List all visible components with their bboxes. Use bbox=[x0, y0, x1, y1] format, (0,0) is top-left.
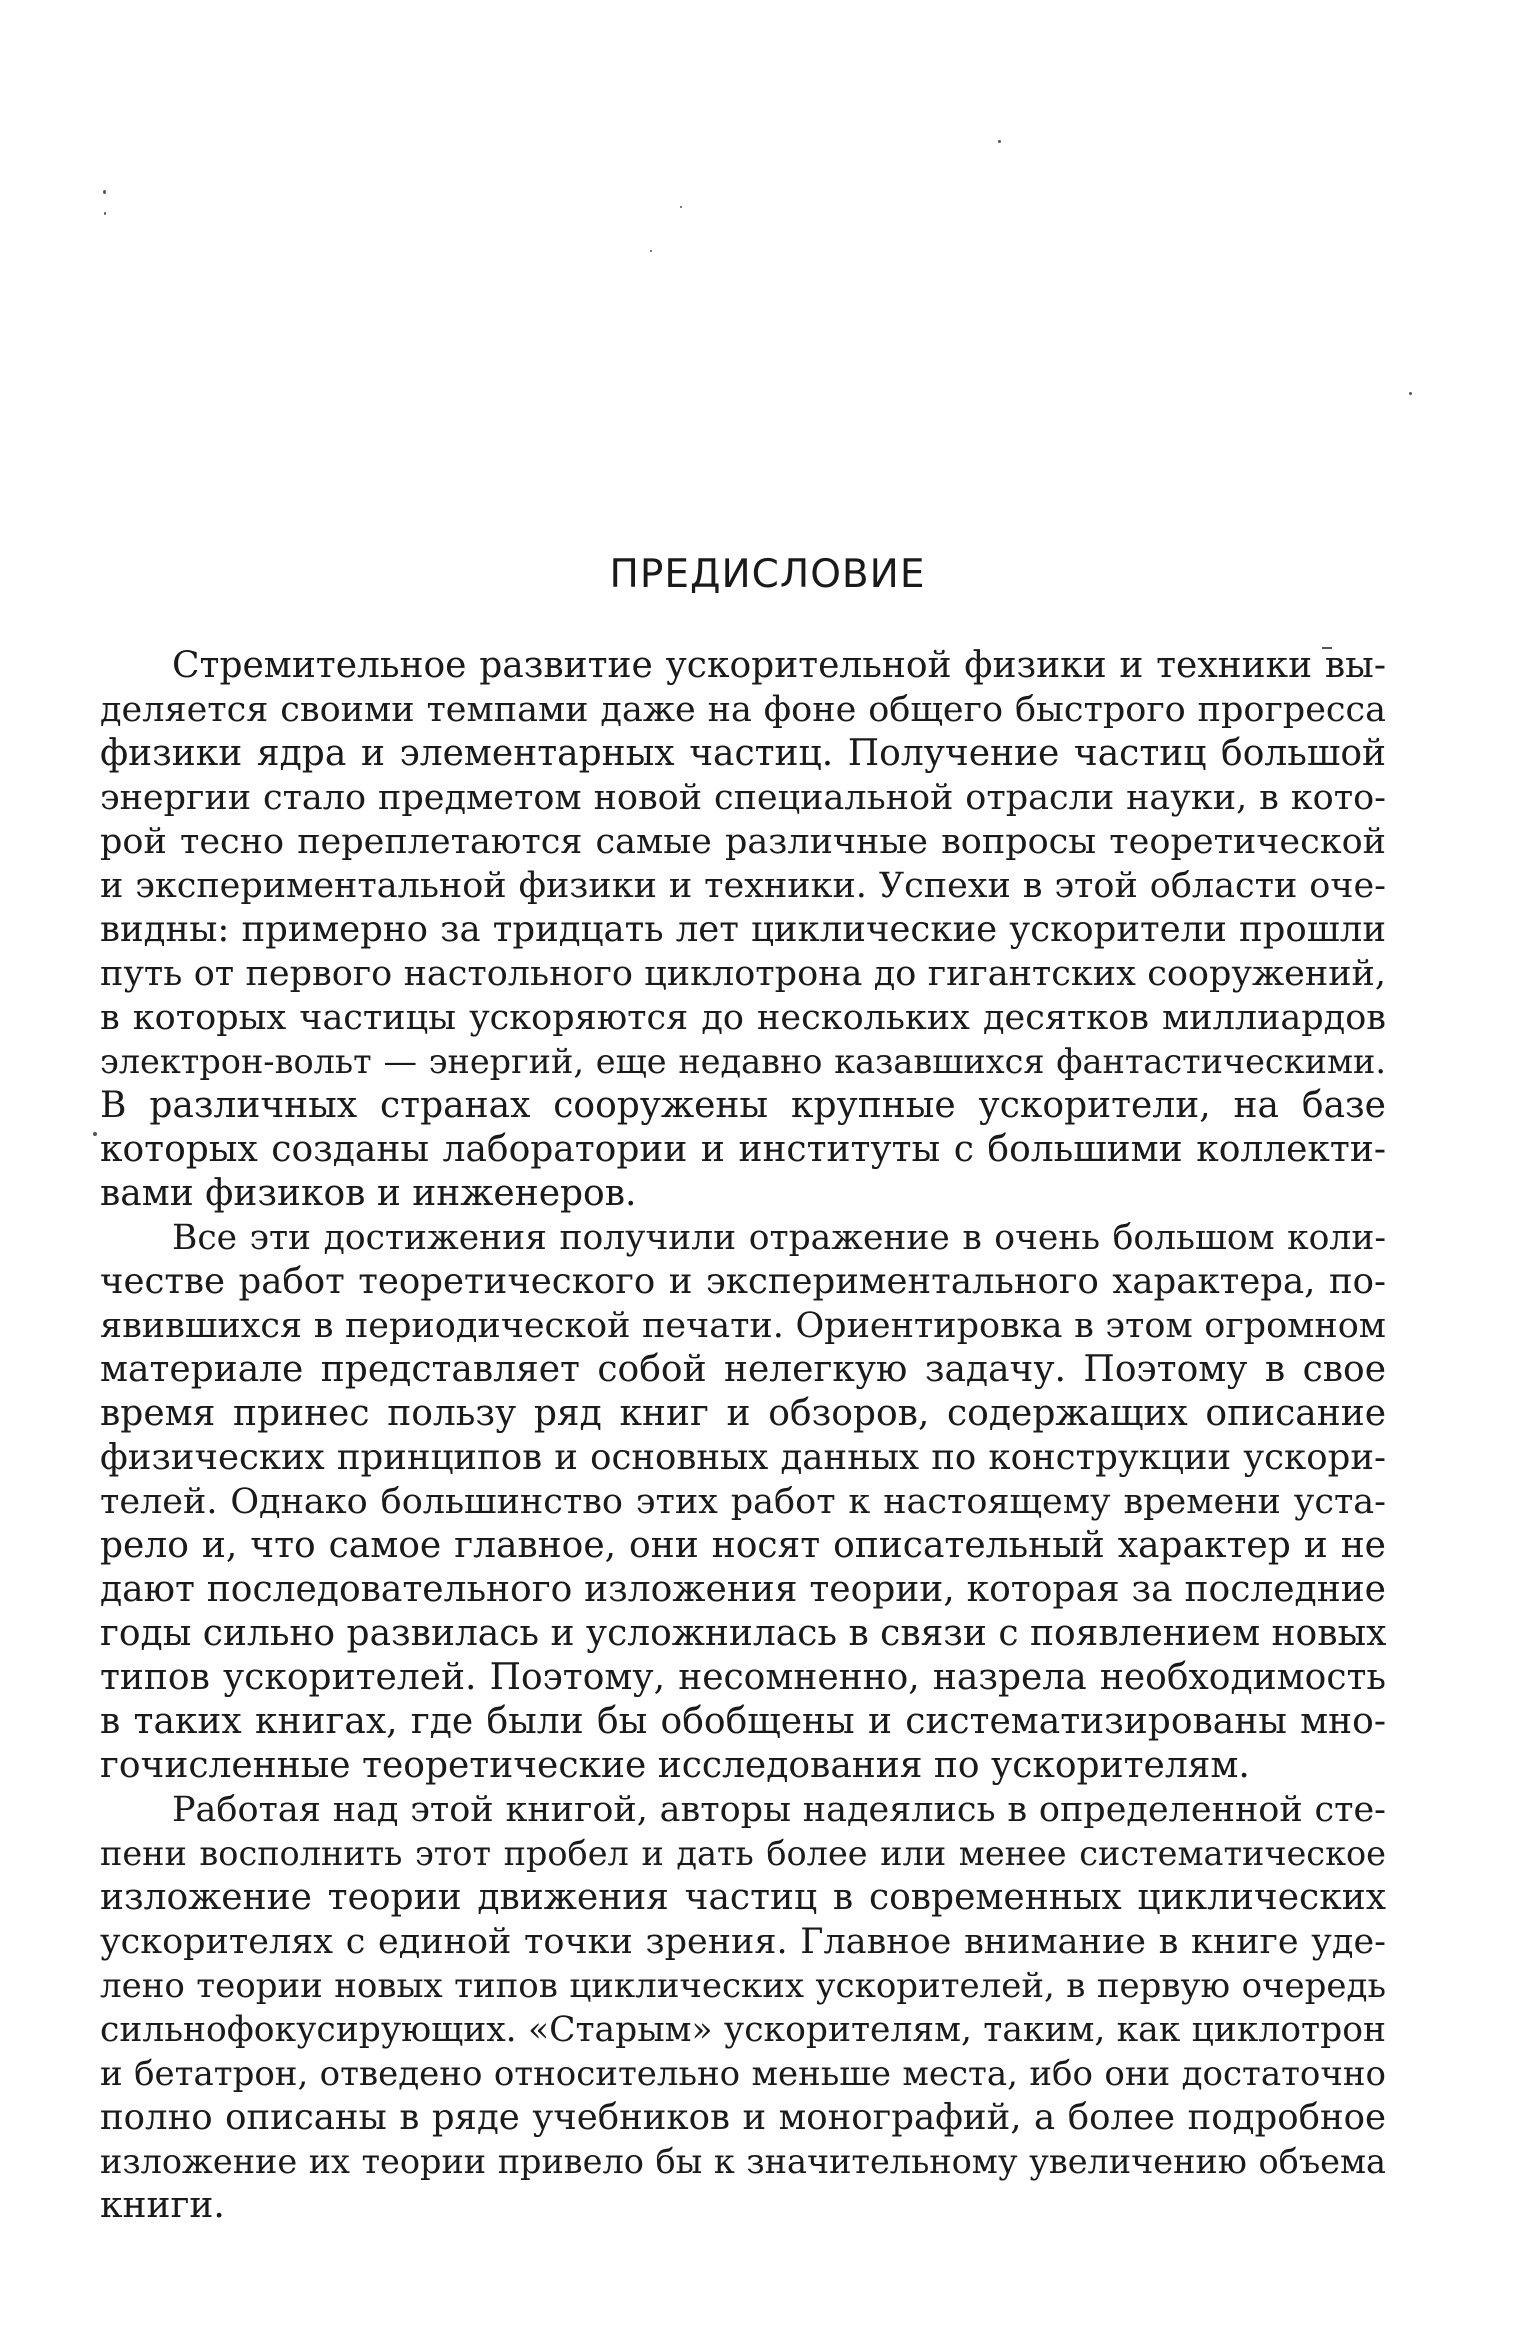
page-title: ПРЕДИСЛОВИЕ bbox=[609, 552, 926, 597]
text-line: энергии стало предметом новой специальной отрасли науки, в кото- bbox=[100, 778, 1386, 818]
text-line: ускорителях с единой точки зрения. Главное внимание в книге уде- bbox=[100, 1922, 1386, 1962]
text-line: телей. Однако большинство этих работ к настоящему времени уста- bbox=[100, 1482, 1386, 1522]
scan-speck bbox=[104, 212, 106, 215]
text-line: рой тесно переплетаются самые различные вопросы теоретической bbox=[100, 822, 1386, 862]
text-line: материале представляет собой нелегкую задачу. Поэтому в свое bbox=[100, 1349, 1386, 1390]
text-line: деляется своими темпами даже на фоне общего быстрого прогресса bbox=[100, 690, 1386, 730]
scan-speck bbox=[998, 140, 1001, 143]
text-line: электрон-вольт — энергий, еще недавно казавшихся фантастическими. bbox=[100, 1042, 1386, 1081]
text-line: физических принципов и основных данных по конструкции ускори- bbox=[100, 1437, 1386, 1478]
text-line: годы сильно развилась и усложнилась в связи с появлением новых bbox=[100, 1613, 1387, 1654]
text-line: честве работ теоретического и экспериментального характера, по- bbox=[100, 1261, 1386, 1302]
text-line: в таких книгах, где были бы обобщены и систематизированы мно- bbox=[100, 1701, 1386, 1742]
text-line: Стремительное развитие ускорительной физики и техники вы- bbox=[172, 645, 1386, 686]
scan-speck bbox=[680, 206, 682, 208]
text-line: путь от первого настольного циклотрона до гигантских сооружений, bbox=[100, 954, 1386, 994]
text-line: сильнофокусирующих. «Старым» ускорителям, таким, как циклотрон bbox=[100, 2010, 1386, 2050]
text-line: явившихся в периодической печати. Ориентировка в этом огромном bbox=[100, 1306, 1386, 1346]
text-line: изложение их теории привело бы к значительному увеличению объема bbox=[100, 2142, 1386, 2181]
text-line: пени восполнить этот пробел и дать более или менее систематическое bbox=[100, 1834, 1386, 1873]
text-line: время принес пользу ряд книг и обзоров, содержащих описание bbox=[100, 1393, 1386, 1434]
text-line: которых созданы лаборатории и институты с большими коллекти- bbox=[100, 1129, 1386, 1170]
text-line: рело и, что самое главное, они носят описательный характер и не bbox=[100, 1525, 1386, 1566]
scan-speck bbox=[650, 250, 652, 252]
text-line: физики ядра и элементарных частиц. Получение частиц большой bbox=[100, 733, 1386, 774]
text-line: изложение теории движения частиц в современных циклических bbox=[100, 1877, 1386, 1918]
text-line: Работая над этой книгой, авторы надеялись в определенной сте- bbox=[172, 1790, 1386, 1830]
text-line: лено теории новых типов циклических ускорителей, в первую очередь bbox=[100, 1966, 1386, 2006]
text-line: в которых частицы ускоряются до нескольких десятков миллиардов bbox=[100, 998, 1386, 1038]
text-line: В различных странах сооружены крупные ускорители, на базе bbox=[100, 1085, 1386, 1126]
text-line: Все эти достижения получили отражение в очень большом коли- bbox=[172, 1218, 1386, 1258]
text-line: гочисленные теоретические исследования по ускорителям. bbox=[100, 1745, 1250, 1786]
text-line: книги. bbox=[100, 2185, 225, 2226]
scan-speck bbox=[93, 1132, 97, 1136]
text-line: типов ускорителей. Поэтому, несомненно, назрела необходимость bbox=[100, 1657, 1386, 1698]
text-line: и экспериментальной физики и техники. Успехи в этой области оче- bbox=[100, 866, 1386, 906]
scan-speck bbox=[1409, 392, 1412, 395]
text-line: и бетатрон, отведено относительно меньше места, ибо они достаточно bbox=[100, 2054, 1386, 2094]
text-line: вами физиков и инженеров. bbox=[100, 1173, 637, 1214]
text-line: полно описаны в ряде учебников и монографий, а более подробное bbox=[100, 2097, 1386, 2138]
scan-speck bbox=[103, 190, 106, 194]
text-line: видны: примерно за тридцать лет циклические ускорители прошли bbox=[100, 909, 1386, 950]
text-line: дают последовательного изложения теории, которая за последние bbox=[100, 1569, 1386, 1610]
